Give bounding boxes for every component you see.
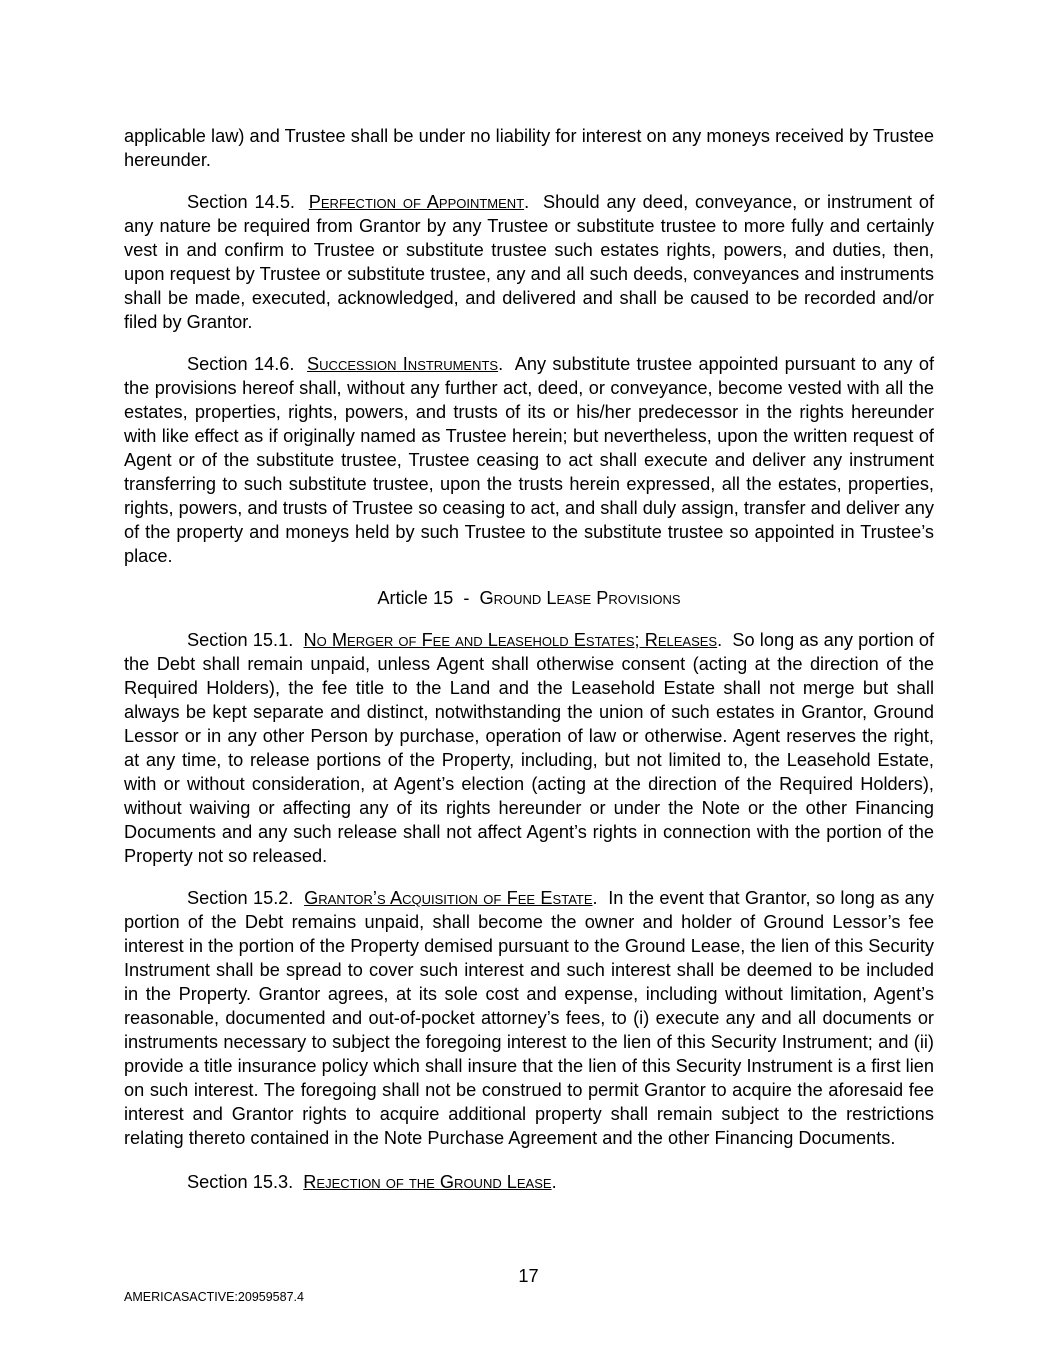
section-heading: No Merger of Fee and Leasehold Estates; Releases: [303, 630, 718, 650]
section-heading: Perfection of Appointment: [308, 192, 525, 212]
document-id: AMERICASACTIVE:20959587.4: [124, 1290, 304, 1304]
section-heading: Rejection of the Ground Lease: [303, 1172, 552, 1192]
section-number: Section 15.2.: [187, 888, 294, 908]
section-number: Section 14.5.: [187, 192, 295, 212]
section-number: Section 15.1.: [187, 630, 294, 650]
section-14-6: Section 14.6. Succession Instruments. Any substitute trustee appointed pursuant to any of the provisions hereof shall, without any further act, deed, or conveyance, become vested with all the estates, properties, rights, powers, and trusts of its or his/her predecessor in the rights hereunder with like effect as if originally named as Trustee herein; but nevertheless, upon the written request of Agent or of the substitute trustee, Trustee ceasing to act shall execute and deliver any instrument transferring to such substitute trustee, upon the trusts herein expressed, all the estates, properties, rights, powers, and trusts of Trustee so ceasing to act, and shall duly assign, transfer and deliver any of the property and moneys held by such Trustee to the substitute trustee so appointed in Trustee’s place.: [124, 354, 934, 566]
section-body: Any substitute trustee appointed pursuant to any of the provisions hereof shall, without any further act, deed, or conveyance, become vested with all the estates, properties, rights, powers, and trusts of its or his/her predecessor in the rights hereunder with like effect as if originally named as Trustee herein; but nevertheless, upon the written request of Agent or of the substitute trustee, Trustee ceasing to act shall execute and deliver any instrument transferring to such substitute trustee, upon the trusts herein expressed, all the estates, properties, rights, powers, and trusts of Trustee so ceasing to act, and shall duly assign, transfer and deliver any of the property and moneys held by such Trustee to the substitute trustee so appointed in Trustee’s place.: [124, 354, 934, 566]
section-14-5: Section 14.5. Perfection of Appointment. Should any deed, conveyance, or instrument of any nature be required from Grantor by any Trustee or substitute trustee to more fully and certainly vest in and confirm to Trustee or substitute trustee such estates rights, powers, and duties, then, upon request by Trustee or substitute trustee, any and all such deeds, conveyances and instruments shall be made, executed, acknowledged, and delivered and shall be caused to be recorded and/or filed by Grantor.: [124, 192, 934, 332]
article-title: Ground Lease Provisions: [479, 588, 681, 608]
article-label: Article 15: [377, 588, 454, 608]
section-heading: Succession Instruments: [307, 354, 499, 374]
section-body: In the event that Grantor, so long as any portion of the Debt remains unpaid, shall become the owner and holder of Ground Lessor’s fee interest in the portion of the Property demised pursuant to the Ground Lease, the lien of this Security Instrument shall be spread to cover such interest and such interest shall be deemed to be included in the Property. Grantor agrees, at its sole cost and expense, including without limitation, Agent’s reasonable, documented and out-of-pocket attorney’s fees, to (i) execute any and all documents or instruments necessary to subject the foregoing interest to the lien of this Security Instrument; and (ii) provide a title insurance policy which shall insure that the lien of this Security Instrument is a first lien on such interest. The foregoing shall not be construed to permit Grantor to acquire the aforesaid fee interest and Grantor rights to acquire additional property shall remain subject to the restrictions relating thereto contained in the Note Purchase Agreement and the other Financing Documents.: [124, 888, 935, 1148]
intro-paragraph: applicable law) and Trustee shall be under no liability for interest on any moneys received by Trustee hereunder.: [124, 126, 934, 170]
page-number: 17: [518, 1266, 539, 1286]
section-heading: Grantor’s Acquisition of Fee Estate: [304, 888, 593, 908]
section-number: Section 15.3.: [187, 1172, 294, 1192]
section-body: Should any deed, conveyance, or instrument of any nature be required from Grantor by any Trustee or substitute trustee to more fully and certainly vest in and confirm to Trustee or substitute trustee such estates rights, powers, and duties, then, upon request by Trustee or substitute trustee, any and all such deeds, conveyances and instruments shall be made, executed, acknowledged, and delivered and shall be caused to be recorded and/or filed by Grantor.: [124, 192, 934, 332]
section-15-1: Section 15.1. No Merger of Fee and Leasehold Estates; Releases. So long as any portion of the Debt shall remain unpaid, unless Agent shall otherwise consent (acting at the direction of the Required Holders), the fee title to the Land and the Leasehold Estate shall not merge but shall always be kept separate and distinct, notwithstanding the union of such estates in Grantor, Ground Lessor or in any other Person by purchase, operation of law or otherwise. Agent reserves the right, at any time, to release portions of the Property, including, but not limited to, the Leasehold Estate, with or without consideration, at Agent’s election (acting at the direction of the Required Holders), without waiving or affecting any of its rights hereunder or under the Note or the other Financing Documents and any such release shall not affect Agent’s rights in connection with the portion of the Property not so released.: [124, 630, 934, 866]
article-heading: [124, 586, 934, 610]
section-number: Section 14.6.: [187, 354, 295, 374]
article-separator: -: [463, 588, 470, 608]
section-15-2: Section 15.2. Grantor’s Acquisition of Fee Estate. In the event that Grantor, so long as any portion of the Debt remains unpaid, shall become the owner and holder of Ground Lessor’s fee interest in the portion of the Property demised pursuant to the Ground Lease, the lien of this Security Instrument shall be spread to cover such interest and such interest shall be deemed to be included in the Property. Grantor agrees, at its sole cost and expense, including without limitation, Agent’s reasonable, documented and out-of-pocket attorney’s fees, to (i) execute any and all documents or instruments necessary to subject the foregoing interest to the lien of this Security Instrument; and (ii) provide a title insurance policy which shall insure that the lien of this Security Instrument is a first lien on such interest. The foregoing shall not be construed to permit Grantor to acquire the aforesaid fee interest and Grantor rights to acquire additional property shall remain subject to the restrictions relating thereto contained in the Note Purchase Agreement and the other Financing Documents.: [124, 888, 935, 1148]
section-body: So long as any portion of the Debt shall remain unpaid, unless Agent shall otherwise consent (acting at the direction of the Required Holders), the fee title to the Land and the Leasehold Estate shall not merge but shall always be kept separate and distinct, notwithstanding the union of such estates in Grantor, Ground Lessor or in any other Person by purchase, operation of law or otherwise. Agent reserves the right, at any time, to release portions of the Property, including, but not limited to, the Leasehold Estate, with or without consideration, at Agent’s election (acting at the direction of the Required Holders), without waiving or affecting any of its rights hereunder or under the Note or the other Financing Documents and any such release shall not affect Agent’s rights in connection with the portion of the Property not so released.: [124, 630, 934, 866]
section-15-3: Section 15.3. Rejection of the Ground Lease.: [187, 1172, 557, 1192]
document-page: [124, 124, 934, 1194]
